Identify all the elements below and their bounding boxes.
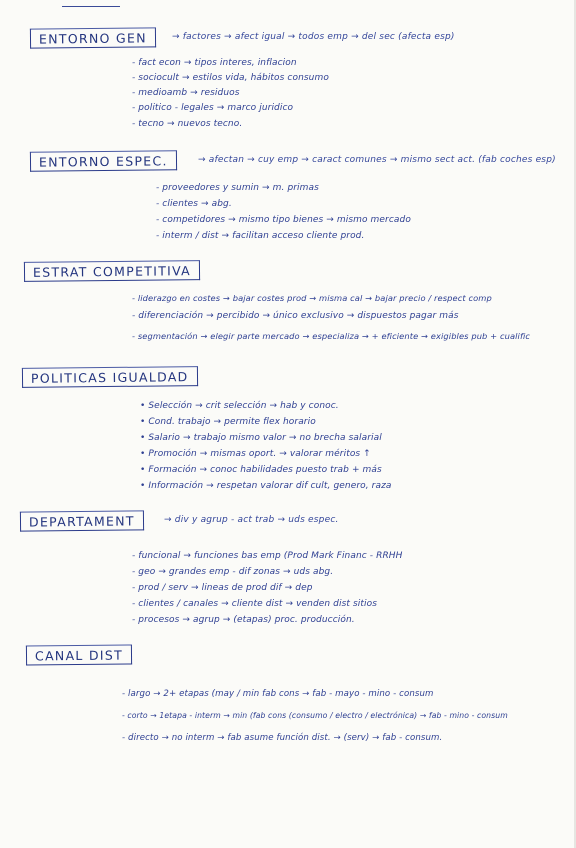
list-item: - prod / serv → lineas de prod dif → dep <box>132 583 313 593</box>
list-item: • Promoción → mismas oport. → valorar méritos ↑ <box>140 449 371 459</box>
list-item: • Selección → crit selección → hab y conoc. <box>140 401 339 411</box>
list-item: • Formación → conoc habilidades puesto trab + más <box>140 465 382 475</box>
section-heading: DEPARTAMENT <box>20 510 144 531</box>
section-entorno-gen <box>0 28 576 129</box>
list-item: - proveedores y sumin → m. primas <box>156 183 319 193</box>
list-item: • Salario → trabajo mismo valor → no brecha salarial <box>140 433 382 443</box>
list-item: - politico - legales → marco juridico <box>132 103 294 113</box>
heading-row <box>0 645 576 671</box>
list-item: - procesos → agrup → (etapas) proc. producción. <box>132 615 355 625</box>
section-entorno-espec <box>0 151 576 241</box>
heading-note: → div y agrup - act trab → uds espec. <box>164 515 339 525</box>
list-item: • Información → respetan valorar dif cult, genero, raza <box>140 481 392 491</box>
list-item: - segmentación → elegir parte mercado → especializa → + eficiente → exigibles pub + cualific <box>132 331 531 341</box>
section-heading: ESTRAT COMPETITIVA <box>24 260 200 282</box>
section-heading: ENTORNO GEN <box>30 27 156 48</box>
list-item: - liderazgo en costes → bajar costes prod → misma cal → bajar precio / respect comp <box>132 293 492 303</box>
section-canal-dist <box>0 645 576 743</box>
list-item: - competidores → mismo tipo bienes → mismo mercado <box>156 215 411 225</box>
list-item: • Cond. trabajo → permite flex horario <box>140 417 316 427</box>
section-estrat-competitiva <box>0 261 576 341</box>
heading-row <box>0 261 576 287</box>
section-heading: ENTORNO ESPEC. <box>30 150 177 172</box>
section-heading: CANAL DIST <box>26 644 132 665</box>
list-item: - largo → 2+ etapas (may / min fab cons → fab - mayo - mino - consum <box>122 689 434 699</box>
list-item: - tecno → nuevos tecno. <box>132 119 243 129</box>
section-heading: POLITICAS IGUALDAD <box>22 366 198 388</box>
section-departament <box>0 511 576 625</box>
list-item: - clientes / canales → cliente dist → venden dist sitios <box>132 599 377 609</box>
heading-row <box>0 28 576 54</box>
list-item: - sociocult → estilos vida, hábitos consumo <box>132 73 329 83</box>
heading-row <box>0 367 576 393</box>
heading-note: → factores → afect igual → todos emp → del sec (afecta esp) <box>172 32 455 42</box>
section-politicas-igualdad <box>0 367 576 491</box>
heading-row <box>0 511 576 537</box>
list-item: - directo → no interm → fab asume función dist. → (serv) → fab - consum. <box>122 733 443 743</box>
list-item: - interm / dist → facilitan acceso cliente prod. <box>156 231 365 241</box>
list-item: - corto → 1etapa - interm → min (fab cons (consumo / electro / electrónica) → fab - mino - consum <box>122 711 508 720</box>
heading-note: → afectan → cuy emp → caract comunes → mismo sect act. (fab coches esp) <box>198 155 556 165</box>
list-item: - fact econ → tipos interes, inflacion <box>132 58 297 68</box>
top-margin-line <box>62 6 120 7</box>
list-item: - diferenciación → percibido → único exclusivo → dispuestos pagar más <box>132 311 459 321</box>
list-item: - medioamb → residuos <box>132 88 240 98</box>
list-item: - funcional → funciones bas emp (Prod Mark Financ - RRHH <box>132 551 403 561</box>
list-item: - geo → grandes emp - dif zonas → uds abg. <box>132 567 334 577</box>
heading-row <box>0 151 576 177</box>
list-item: - clientes → abg. <box>156 199 232 209</box>
